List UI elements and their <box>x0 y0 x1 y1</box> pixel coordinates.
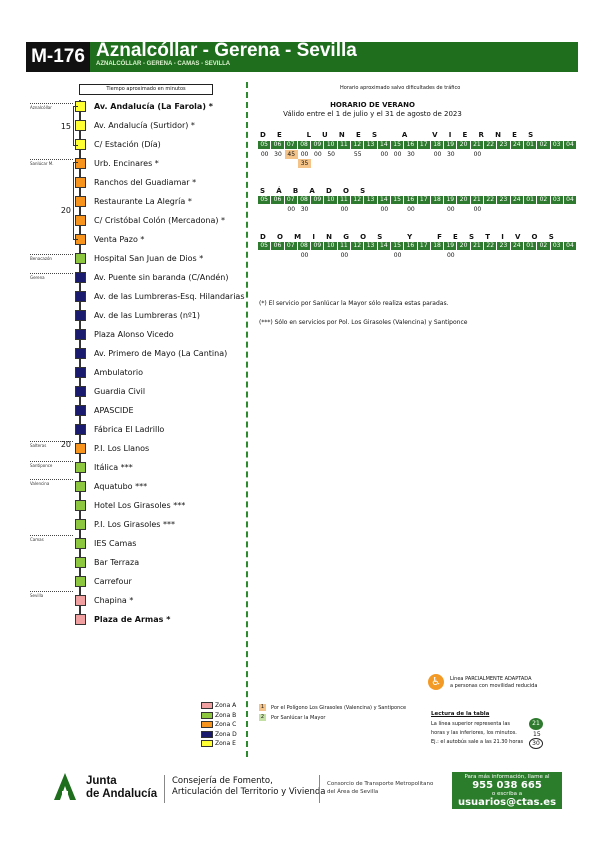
municipality-label: Valencina <box>30 479 73 486</box>
hour-cell: 16 <box>404 196 417 204</box>
minute-cell <box>551 159 564 168</box>
stop-marker <box>75 481 86 492</box>
contact-box <box>452 772 562 809</box>
hour-cell: 15 <box>391 141 404 149</box>
stop-name: Fábrica El Ladrillo <box>94 425 165 434</box>
consorcio-line: Consorcio de Transporte Metropolitano <box>327 781 434 787</box>
minute-cell <box>457 159 470 168</box>
hour-cell: 24 <box>511 141 524 149</box>
minute-cell <box>537 150 550 159</box>
footnote-badge: 2 <box>260 714 265 720</box>
minute-cell <box>258 251 271 260</box>
contact-text: Para más información, llame al <box>464 774 550 780</box>
stop-name: Ranchos del Guadiamar * <box>94 178 197 187</box>
hour-cell: 13 <box>364 141 377 149</box>
zone-label: Zona E <box>215 740 236 747</box>
hour-cell: 17 <box>418 141 431 149</box>
sundays-title: DOMINGOS Y FESTIVOS <box>260 233 565 241</box>
municipality-label: Benacazón <box>30 254 73 261</box>
saturdays-title: SÁBADOS <box>260 187 377 195</box>
stop-marker <box>75 367 86 378</box>
footer-divider <box>319 775 320 803</box>
hour-cell: 16 <box>404 242 417 250</box>
stop-marker <box>75 557 86 568</box>
stop-marker <box>75 424 86 435</box>
stop-name: Itálica *** <box>94 463 133 472</box>
hour-cell: 13 <box>364 196 377 204</box>
stop-name: Av. de las Lumbreras-Esq. Hilandarias <box>94 292 245 301</box>
minute-cell <box>564 205 577 214</box>
footnote-legend-text: Por Sanlúcar la Mayor <box>271 714 326 721</box>
hour-cell: 20 <box>457 242 470 250</box>
minute-cell <box>524 205 537 214</box>
minute-cell <box>271 205 284 214</box>
minute-cell <box>524 159 537 168</box>
minute-cell <box>537 159 550 168</box>
minute-cell <box>351 159 364 168</box>
minute-cell <box>378 159 391 168</box>
minute-cell <box>511 205 524 214</box>
hour-cell: 03 <box>551 141 564 149</box>
hours-row <box>258 242 577 250</box>
minute-cell <box>537 251 550 260</box>
consejeria-line: Articulación del Territorio y Vivienda <box>172 787 326 797</box>
municipality-label: Santiponce <box>30 461 73 468</box>
minute-cell: 00 <box>473 206 482 213</box>
minute-cell <box>391 205 404 214</box>
minute-cell <box>404 251 417 260</box>
time-bracket <box>73 162 78 240</box>
stop-name: Guardia Civil <box>94 387 146 396</box>
hour-cell: 15 <box>391 196 404 204</box>
stop-name: Chapina * <box>94 596 134 605</box>
hour-cell: 19 <box>444 141 457 149</box>
footnote-text: (*) El servicio por Sanlúcar la Mayor sólo realiza estas paradas. <box>259 300 449 307</box>
stop-name: Urb. Encinares * <box>94 159 159 168</box>
accessibility-note <box>450 676 537 690</box>
minute-cell <box>364 159 377 168</box>
season-dates: Válido entre el 1 de julio y el 31 de agosto de 2023 <box>283 110 462 118</box>
wheelchair-icon: ♿ <box>428 674 444 690</box>
minute-cell <box>537 205 550 214</box>
minute-cell: 00 <box>314 151 322 158</box>
stop-name: Venta Pazo * <box>94 235 145 244</box>
hour-cell: 06 <box>271 196 284 204</box>
stop-name: Av. Puente sin baranda (C/Andén) <box>94 273 229 282</box>
minutes-row <box>258 251 577 260</box>
minute-cell <box>457 251 470 260</box>
hour-cell: 04 <box>564 242 577 250</box>
hour-cell: 17 <box>418 196 431 204</box>
minute-cell: 00 <box>407 206 415 213</box>
example-hour: 21 <box>529 718 543 730</box>
stop-marker <box>75 576 86 587</box>
minute-cell <box>444 159 457 168</box>
stop-name: Hotel Los Girasoles *** <box>94 501 186 510</box>
reading-text: La línea superior representa las <box>431 721 511 727</box>
reading-text: horas y las inferiores, los minutos. <box>431 730 517 736</box>
minute-cell <box>258 205 271 214</box>
zone-legend-item <box>201 721 236 728</box>
hour-cell: 10 <box>324 196 337 204</box>
minute-cell: 00 <box>393 151 402 158</box>
stop-name: Hospital San Juan de Dios * <box>94 254 204 263</box>
hour-cell: 10 <box>324 141 337 149</box>
stop-name: C/ Estación (Día) <box>94 140 161 149</box>
stop-marker <box>75 538 86 549</box>
stop-name: Av. de las Lumbreras (nº1) <box>94 311 200 320</box>
consorcio-line: del Área de Sevilla <box>327 789 379 795</box>
minute-cell <box>364 205 377 214</box>
minute-cell <box>311 251 324 260</box>
minute-cell <box>311 205 324 214</box>
footnote-legend-text: Por el Polígono Los Girasoles (Valencina) y Santiponce <box>271 704 407 711</box>
stop-name: P.I. Los Llanos <box>94 444 150 453</box>
hour-cell: 09 <box>311 141 324 149</box>
minute-cell <box>471 251 484 260</box>
hour-cell: 24 <box>511 242 524 250</box>
minute-cell <box>418 150 431 159</box>
stop-name: Av. Primero de Mayo (La Cantina) <box>94 349 228 358</box>
minute-cell <box>285 159 298 168</box>
hour-cell: 20 <box>457 141 470 149</box>
minute-cell <box>271 159 284 168</box>
contact-phone[interactable]: 955 038 665 <box>472 780 542 791</box>
season-title: HORARIO DE VERANO <box>330 101 415 109</box>
municipality-label: Sevilla <box>30 591 73 598</box>
minute-cell: 00 <box>287 206 296 213</box>
hour-cell: 01 <box>524 196 537 204</box>
minute-cell <box>471 159 484 168</box>
stop-name: Plaza Alonso Vicedo <box>94 330 174 339</box>
minute-cell <box>497 205 510 214</box>
minute-cell <box>564 159 577 168</box>
stop-name: Restaurante La Alegría * <box>94 197 192 206</box>
hour-cell: 22 <box>484 196 497 204</box>
minute-cell <box>431 251 444 260</box>
stop-name: Plaza de Armas * <box>94 615 171 624</box>
stop-marker <box>75 443 86 454</box>
minute-cell <box>418 251 431 260</box>
minute-cell <box>484 205 497 214</box>
hour-cell: 01 <box>524 141 537 149</box>
hour-cell: 18 <box>431 242 444 250</box>
footnote-legend-item <box>259 704 406 711</box>
minute-cell: 30 <box>407 151 415 158</box>
minute-cell: 00 <box>473 151 482 158</box>
zone-swatch <box>201 721 213 728</box>
hour-cell: 10 <box>324 242 337 250</box>
minute-cell: 30 <box>274 151 282 158</box>
stop-marker <box>75 595 86 606</box>
minute-cell <box>551 251 564 260</box>
stop-name: P.I. Los Girasoles *** <box>94 520 176 529</box>
municipality-label: Gerena <box>30 273 73 280</box>
stop-name: Aquatubo *** <box>94 482 148 491</box>
minute-cell <box>431 205 444 214</box>
minute-cell <box>524 251 537 260</box>
minute-cell <box>285 251 298 260</box>
consorcio-name <box>327 780 433 796</box>
stop-marker <box>75 329 86 340</box>
stop-name: Carrefour <box>94 577 132 586</box>
minute-cell <box>497 251 510 260</box>
hour-cell: 20 <box>457 196 470 204</box>
minute-cell <box>564 150 577 159</box>
zone-label: Zona B <box>215 711 237 719</box>
hour-cell: 02 <box>537 196 550 204</box>
zone-swatch <box>201 731 213 738</box>
stop-marker <box>75 500 86 511</box>
minute-cell <box>457 150 470 159</box>
hour-cell: 23 <box>497 141 510 149</box>
zone-legend-item <box>201 740 236 747</box>
stop-name: Av. Andalucía (La Farola) * <box>94 102 213 111</box>
zone-swatch <box>201 740 213 747</box>
hours-row <box>258 141 577 149</box>
minute-cell: 00 <box>300 252 309 259</box>
stop-marker <box>75 405 86 416</box>
hour-cell: 03 <box>551 242 564 250</box>
minute-cell: 30 <box>446 151 455 158</box>
hour-cell: 17 <box>418 242 431 250</box>
hour-cell: 12 <box>351 196 364 204</box>
hour-cell: 12 <box>351 242 364 250</box>
junta-name-line: Junta <box>86 775 117 787</box>
minute-cell: 45 <box>285 150 298 159</box>
zone-legend-item <box>201 731 237 738</box>
municipality-label: Camas <box>30 535 73 542</box>
line-code-badge: M-176 <box>26 42 90 72</box>
zone-label: Zona C <box>215 721 237 728</box>
hour-cell: 21 <box>471 196 484 204</box>
route-subtitle: AZNALCÓLLAR - GERENA - CAMAS - SEVILLA <box>96 61 231 67</box>
stop-name: IES Camas <box>94 539 137 548</box>
minute-cell <box>511 251 524 260</box>
hour-cell: 11 <box>338 141 351 149</box>
minute-cell <box>271 251 284 260</box>
minutes-row <box>258 150 577 159</box>
zone-swatch <box>201 712 213 719</box>
minute-cell <box>497 150 510 159</box>
minute-cell <box>364 251 377 260</box>
minute-cell <box>457 205 470 214</box>
minute-cell <box>351 205 364 214</box>
example-minute: 15 <box>533 731 541 738</box>
minute-cell: 00 <box>340 252 349 259</box>
time-bracket <box>73 106 78 146</box>
hour-cell: 23 <box>497 242 510 250</box>
hour-cell: 24 <box>511 196 524 204</box>
junta-name <box>86 775 157 801</box>
minute-cell <box>364 150 377 159</box>
accessibility-line: a personas con movilidad reducida <box>450 683 538 689</box>
minute-cell <box>338 150 351 159</box>
minute-cell <box>324 251 337 260</box>
hour-cell: 22 <box>484 242 497 250</box>
minute-cell <box>311 159 324 168</box>
minute-cell: 00 <box>393 252 402 259</box>
hour-cell: 04 <box>564 196 577 204</box>
stop-name: C/ Cristóbal Colón (Mercadona) * <box>94 216 226 225</box>
hour-cell: 07 <box>285 141 298 149</box>
junta-name-line: de Andalucía <box>86 788 158 800</box>
route-title: Aznalcóllar - Gerena - Sevilla <box>96 40 357 61</box>
hour-cell: 14 <box>378 196 391 204</box>
minute-cell <box>418 159 431 168</box>
minute-cell <box>511 159 524 168</box>
hour-cell: 13 <box>364 242 377 250</box>
minute-cell <box>258 159 271 168</box>
consejeria-line: Consejería de Fomento, <box>172 776 273 786</box>
minute-cell <box>551 205 564 214</box>
junta-logo-icon <box>50 771 80 801</box>
minute-cell <box>324 205 337 214</box>
minute-cell <box>404 159 417 168</box>
hour-cell: 02 <box>537 242 550 250</box>
minute-cell: 50 <box>327 151 335 158</box>
hour-cell: 03 <box>551 196 564 204</box>
stop-marker <box>75 253 86 264</box>
minute-cell <box>391 159 404 168</box>
zone-label: Zona D <box>215 730 237 738</box>
hour-cell: 09 <box>311 196 324 204</box>
reading-text: Ej.: el autobús sale a las 21.30 horas <box>431 739 524 745</box>
zone-legend-item <box>201 712 236 719</box>
minute-cell: 30 <box>300 206 309 213</box>
minutes-label: 20 <box>60 206 71 215</box>
hour-cell: 19 <box>444 242 457 250</box>
minute-cell: 00 <box>260 151 269 158</box>
hour-cell: 04 <box>564 141 577 149</box>
hour-cell: 18 <box>431 196 444 204</box>
hour-cell: 02 <box>537 141 550 149</box>
column-divider <box>246 82 248 757</box>
hour-cell: 05 <box>258 242 271 250</box>
minute-cell <box>338 159 351 168</box>
minute-cell: 00 <box>300 151 309 158</box>
minute-cell <box>351 251 364 260</box>
stop-marker <box>75 272 86 283</box>
municipality-label: Salteras <box>30 441 73 448</box>
zone-swatch <box>201 702 213 709</box>
minute-cell <box>484 251 497 260</box>
stop-marker <box>75 462 86 473</box>
stop-marker <box>75 386 86 397</box>
minute-cell: 00 <box>340 206 349 213</box>
example-minute-circled: 30 <box>529 738 543 749</box>
municipality-label: Aznalcóllar <box>30 103 73 110</box>
minute-cell <box>511 150 524 159</box>
hour-cell: 16 <box>404 141 417 149</box>
hours-row <box>258 196 577 204</box>
zone-legend-item <box>201 702 236 709</box>
minute-cell: 00 <box>446 252 455 259</box>
footnote-text: (***) Sólo en servicios por Pol. Los Girasoles (Valencina) y Santiponce <box>259 319 468 326</box>
hour-cell: 05 <box>258 196 271 204</box>
contact-email[interactable]: usuarios@ctas.es <box>457 797 557 808</box>
minute-cell <box>524 150 537 159</box>
hour-cell: 09 <box>311 242 324 250</box>
hour-cell: 06 <box>271 242 284 250</box>
stop-marker <box>75 519 86 530</box>
stop-marker <box>75 348 86 359</box>
minute-cell <box>418 205 431 214</box>
stop-marker <box>75 310 86 321</box>
hour-cell: 19 <box>444 196 457 204</box>
footer-divider <box>164 775 165 803</box>
accessibility-line: Línea PARCIALMENTE ADAPTADA <box>450 676 532 682</box>
minute-cell: 00 <box>380 151 389 158</box>
minute-cell: 35 <box>298 159 311 168</box>
stop-marker <box>75 614 86 625</box>
hour-cell: 08 <box>298 141 311 149</box>
minutes-row <box>258 159 577 168</box>
minute-cell: 00 <box>446 206 455 213</box>
hour-cell: 08 <box>298 196 311 204</box>
hour-cell: 14 <box>378 141 391 149</box>
hour-cell: 07 <box>285 242 298 250</box>
hour-cell: 21 <box>471 242 484 250</box>
consejeria-name <box>172 776 325 798</box>
municipality-label: Sanlúcar M. <box>30 159 73 166</box>
weekdays-title: DE LUNES A VIERNES <box>260 131 545 139</box>
schedule-note: Horario aproximado salvo dificultades de tráfico <box>340 85 461 91</box>
hour-cell: 14 <box>378 242 391 250</box>
stop-name: APASCIDE <box>94 406 134 415</box>
minute-cell: 55 <box>353 151 362 158</box>
footnote-legend-item <box>259 714 325 721</box>
hour-cell: 05 <box>258 141 271 149</box>
minute-cell <box>431 159 444 168</box>
hour-cell: 08 <box>298 242 311 250</box>
hour-cell: 11 <box>338 242 351 250</box>
reading-title: Lectura de la tabla <box>431 711 490 717</box>
minute-cell <box>484 159 497 168</box>
stop-name: Ambulatorio <box>94 368 143 377</box>
minutes-row <box>258 205 577 214</box>
minute-cell: 00 <box>380 206 389 213</box>
hour-cell: 01 <box>524 242 537 250</box>
minute-cell <box>324 159 337 168</box>
minutes-label: 15 <box>60 122 71 131</box>
minutes-label: 20 <box>60 440 71 449</box>
zone-label: Zona A <box>215 702 237 709</box>
hour-cell: 11 <box>338 196 351 204</box>
minute-cell: 00 <box>433 151 442 158</box>
hour-cell: 21 <box>471 141 484 149</box>
hour-cell: 07 <box>285 196 298 204</box>
minute-cell <box>497 159 510 168</box>
minute-cell <box>564 251 577 260</box>
stop-name: Bar Terraza <box>94 558 140 567</box>
hour-cell: 15 <box>391 242 404 250</box>
footnote-badge: 1 <box>260 704 265 710</box>
hour-cell: 12 <box>351 141 364 149</box>
hour-cell: 18 <box>431 141 444 149</box>
contact-text: o escriba a <box>491 791 523 797</box>
hour-cell: 22 <box>484 141 497 149</box>
minute-cell <box>378 251 391 260</box>
stop-name: Av. Andalucía (Surtidor) * <box>94 121 195 130</box>
minute-cell <box>484 150 497 159</box>
minute-cell <box>551 150 564 159</box>
stop-marker <box>75 291 86 302</box>
hour-cell: 23 <box>497 196 510 204</box>
time-note: Tiempo aproximado en minutos <box>79 84 213 95</box>
hour-cell: 06 <box>271 141 284 149</box>
